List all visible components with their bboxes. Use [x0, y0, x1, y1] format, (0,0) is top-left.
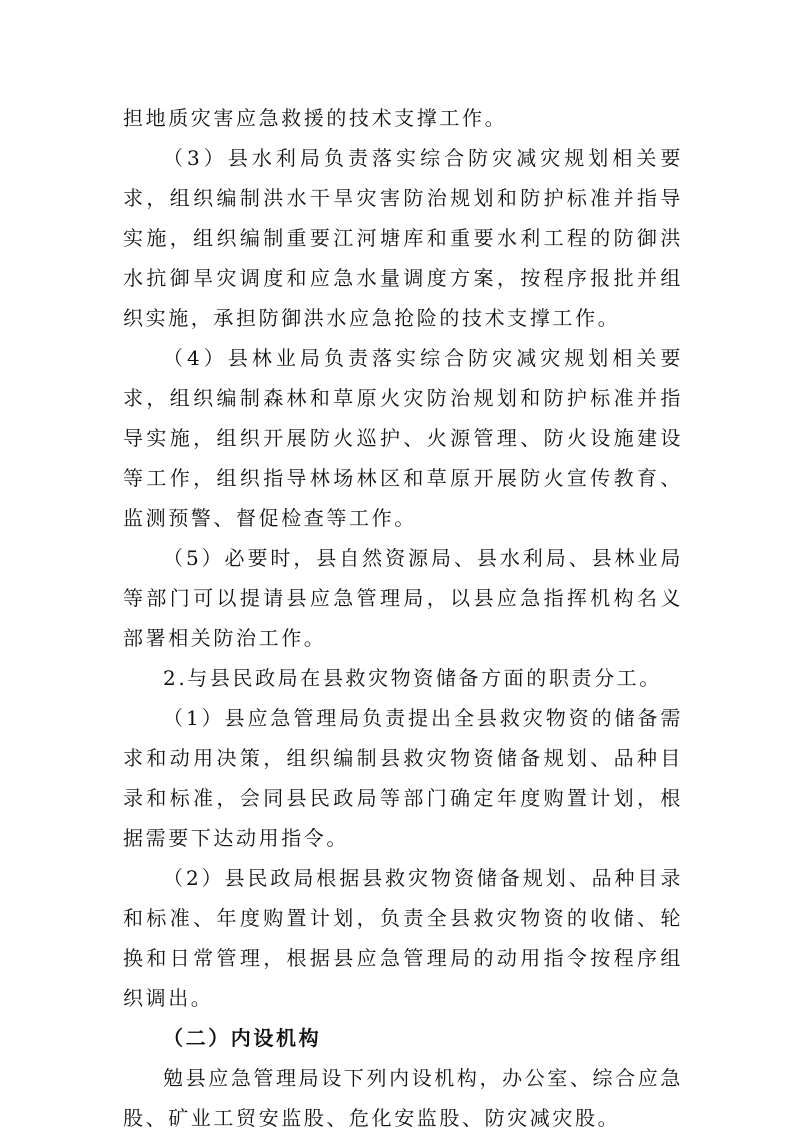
paragraph-forestry-bureau: （4）县林业局负责落实综合防灾减灾规划相关要求，组织编制森林和草原火灾防治规划和防护标准并指导实施，组织开展防火巡护、火源管理、防火设施建设等工作，组织指导林场林区和草原开展防火宣传教育、监测预警、督促检查等工作。 — [123, 346, 683, 530]
paragraph-civil-affairs-division: 2.与县民政局在县救灾物资储备方面的职责分工。 — [163, 666, 662, 690]
paragraph-emergency-bureau-duties: （1）县应急管理局负责提出全县救灾物资的储备需求和动用决策，组织编制县救灾物资储备规划、品种目录和标准，会同县民政局等部门确定年度购置计划，根据需要下达动用指令。 — [123, 706, 683, 850]
paragraph-water-bureau: （3）县水利局负责落实综合防灾减灾规划相关要求，组织编制洪水干旱灾害防治规划和防护标准并指导实施，组织编制重要江河塘库和重要水利工程的防御洪水抗御旱灾调度和应急水量调度方案，按程序报批并组织实施，承担防御洪水应急抢险的技术支撑工作。 — [123, 146, 683, 330]
section-heading-internal-units: （二）内设机构 — [163, 1026, 322, 1050]
paragraph-continuation: 担地质灾害应急救援的技术支撑工作。 — [123, 106, 508, 130]
paragraph-civil-affairs-duties: （2）县民政局根据县救灾物资储备规划、品种目录和标准、年度购置计划，负责全县救灾物资的收储、轮换和日常管理，根据县应急管理局的动用指令按程序组织调出。 — [123, 866, 683, 1010]
paragraph-internal-units: 勉县应急管理局设下列内设机构，办公室、综合应急股、矿业工贸安监股、危化安监股、防灾减灾股。 — [123, 1066, 683, 1130]
paragraph-when-necessary: （5）必要时，县自然资源局、县水利局、县林业局等部门可以提请县应急管理局，以县应急指挥机构名义部署相关防治工作。 — [123, 546, 683, 650]
document-body — [123, 98, 683, 1138]
